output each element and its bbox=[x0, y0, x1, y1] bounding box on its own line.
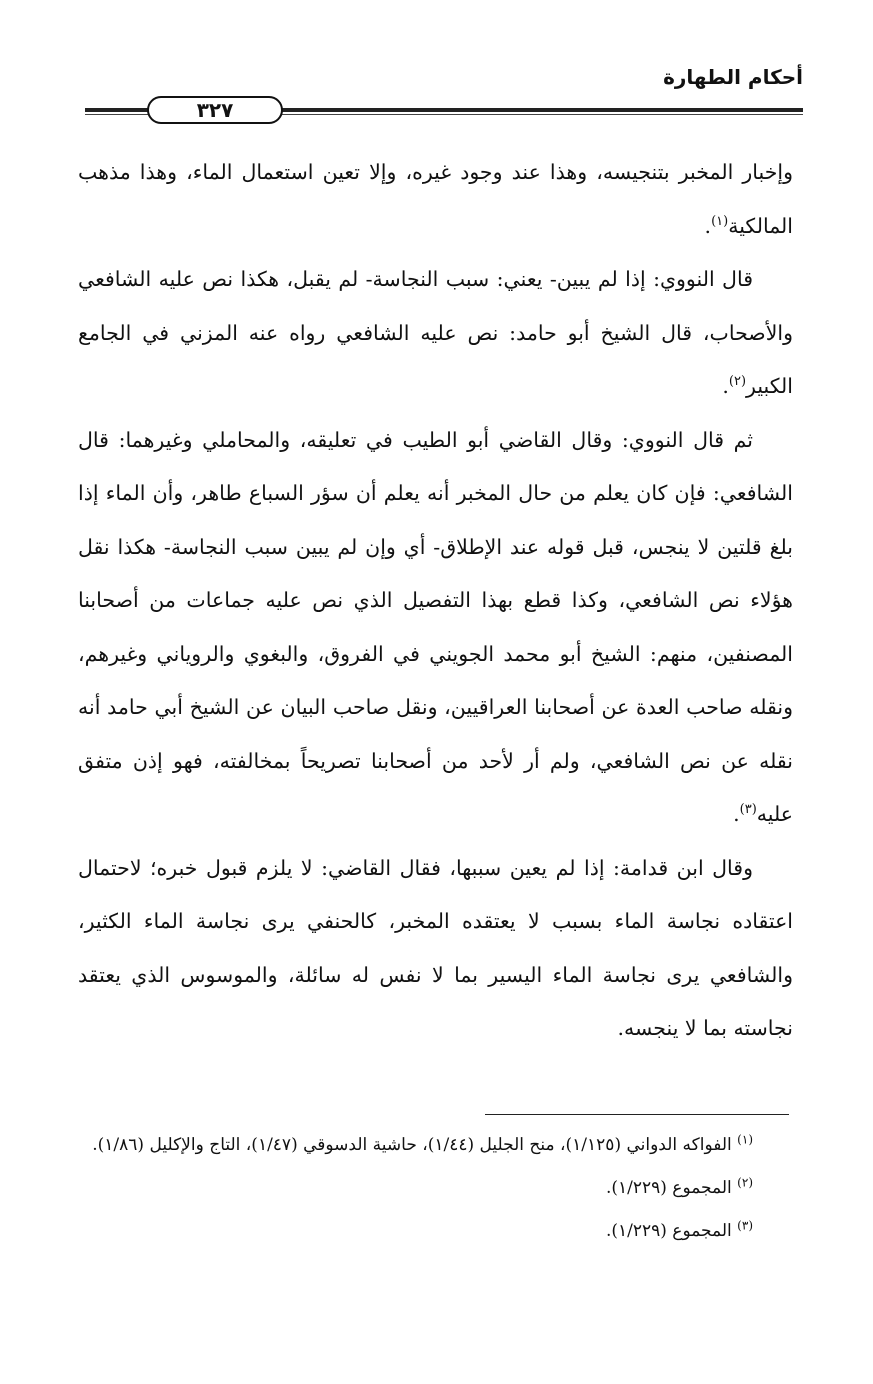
paragraph-tail: . bbox=[704, 213, 712, 238]
paragraph-text: قال النووي: إذا لم يبين- يعني: سبب النجاسة- لم يقبل، هكذا نص عليه الشافعي والأصحاب، قال الشيخ أبو حامد: نص عليه الشافعي رواه عنه المزني في الجامع الكبير bbox=[78, 267, 793, 398]
footnote-1 bbox=[78, 1124, 793, 1167]
main-text bbox=[78, 146, 793, 1056]
paragraph-4 bbox=[78, 842, 793, 1056]
footnote-number: (٢) bbox=[737, 1175, 753, 1190]
footnotes bbox=[78, 1124, 793, 1253]
paragraph-tail: . bbox=[733, 802, 740, 826]
footnote-number: (١) bbox=[737, 1132, 753, 1147]
footnote-text: المجموع (١/٢٢٩). bbox=[605, 1221, 732, 1241]
footnote-reference: (١) bbox=[711, 213, 729, 229]
footnote-separator bbox=[485, 1114, 789, 1115]
footnote-text: الفواكه الدواني (١/١٢٥)، منح الجليل (١/٤٤)، حاشية الدسوقي (١/٤٧)، التاج والإكليل (١/٨٦). bbox=[92, 1135, 732, 1155]
paragraph-2 bbox=[78, 253, 793, 414]
header-rule bbox=[85, 94, 803, 122]
footnote-text: المجموع (١/٢٢٩). bbox=[605, 1178, 732, 1198]
footnote-3 bbox=[78, 1210, 793, 1253]
paragraph-text: ثم قال النووي: وقال القاضي أبو الطيب في تعليقه، والمحاملي وغيرهما: قال الشافعي: فإن كان يعلم من حال المخبر أنه يعلم أن سؤر السباع طاهر، وأن الماء إذا بلغ قلتين لا ينجس، قبل قوله عند الإطلاق- أي وإن لم يبين سبب النجاسة- هكذا نقل هؤلاء نص الشافعي، وكذا قطع بهذا التفصيل الذي نص عليه جماعات من أصحابنا المصنفين، منهم: الشيخ أبو محمد الجويني في الفروق، والبغوي والروياني وغيرهم، ونقله صاحب العدة عن أصحابنا العراقيين، ونقل صاحب البيان عن الشيخ أبي حامد أنه نقله عن نص الشافعي، ولم أر لأحد من أصحابنا تصريحاً بمخالفته، فهو إذن متفق عليه bbox=[78, 427, 793, 826]
footnote-2 bbox=[78, 1167, 793, 1210]
footnote-number: (٣) bbox=[737, 1218, 753, 1233]
page-header bbox=[85, 62, 803, 124]
page-number: ٣٢٧ bbox=[147, 96, 283, 124]
footnote-reference: (٣) bbox=[739, 802, 757, 818]
book-title: أحكام الطهارة bbox=[663, 65, 803, 89]
paragraph-tail: . bbox=[722, 374, 729, 398]
footnote-reference: (٢) bbox=[728, 374, 747, 390]
paragraph-1 bbox=[78, 146, 793, 253]
paragraph-text: وقال ابن قدامة: إذا لم يعين سببها، فقال القاضي: لا يلزم قبول خبره؛ لاحتمال اعتقاده نجاسة الماء بسبب لا يعتقده المخبر، كالحنفي يرى نجاسة الماء الكثير، والشافعي يرى نجاسة الماء اليسير بما لا نفس له سائلة، والموسوس الذي يعتقد نجاسته بما لا ينجسه. bbox=[78, 855, 793, 1040]
paragraph-text: وإخبار المخبر بتنجيسه، وهذا عند وجود غيره، وإلا تعين استعمال الماء، وهذا مذهب المالكية bbox=[78, 160, 793, 238]
paragraph-3 bbox=[78, 414, 793, 842]
